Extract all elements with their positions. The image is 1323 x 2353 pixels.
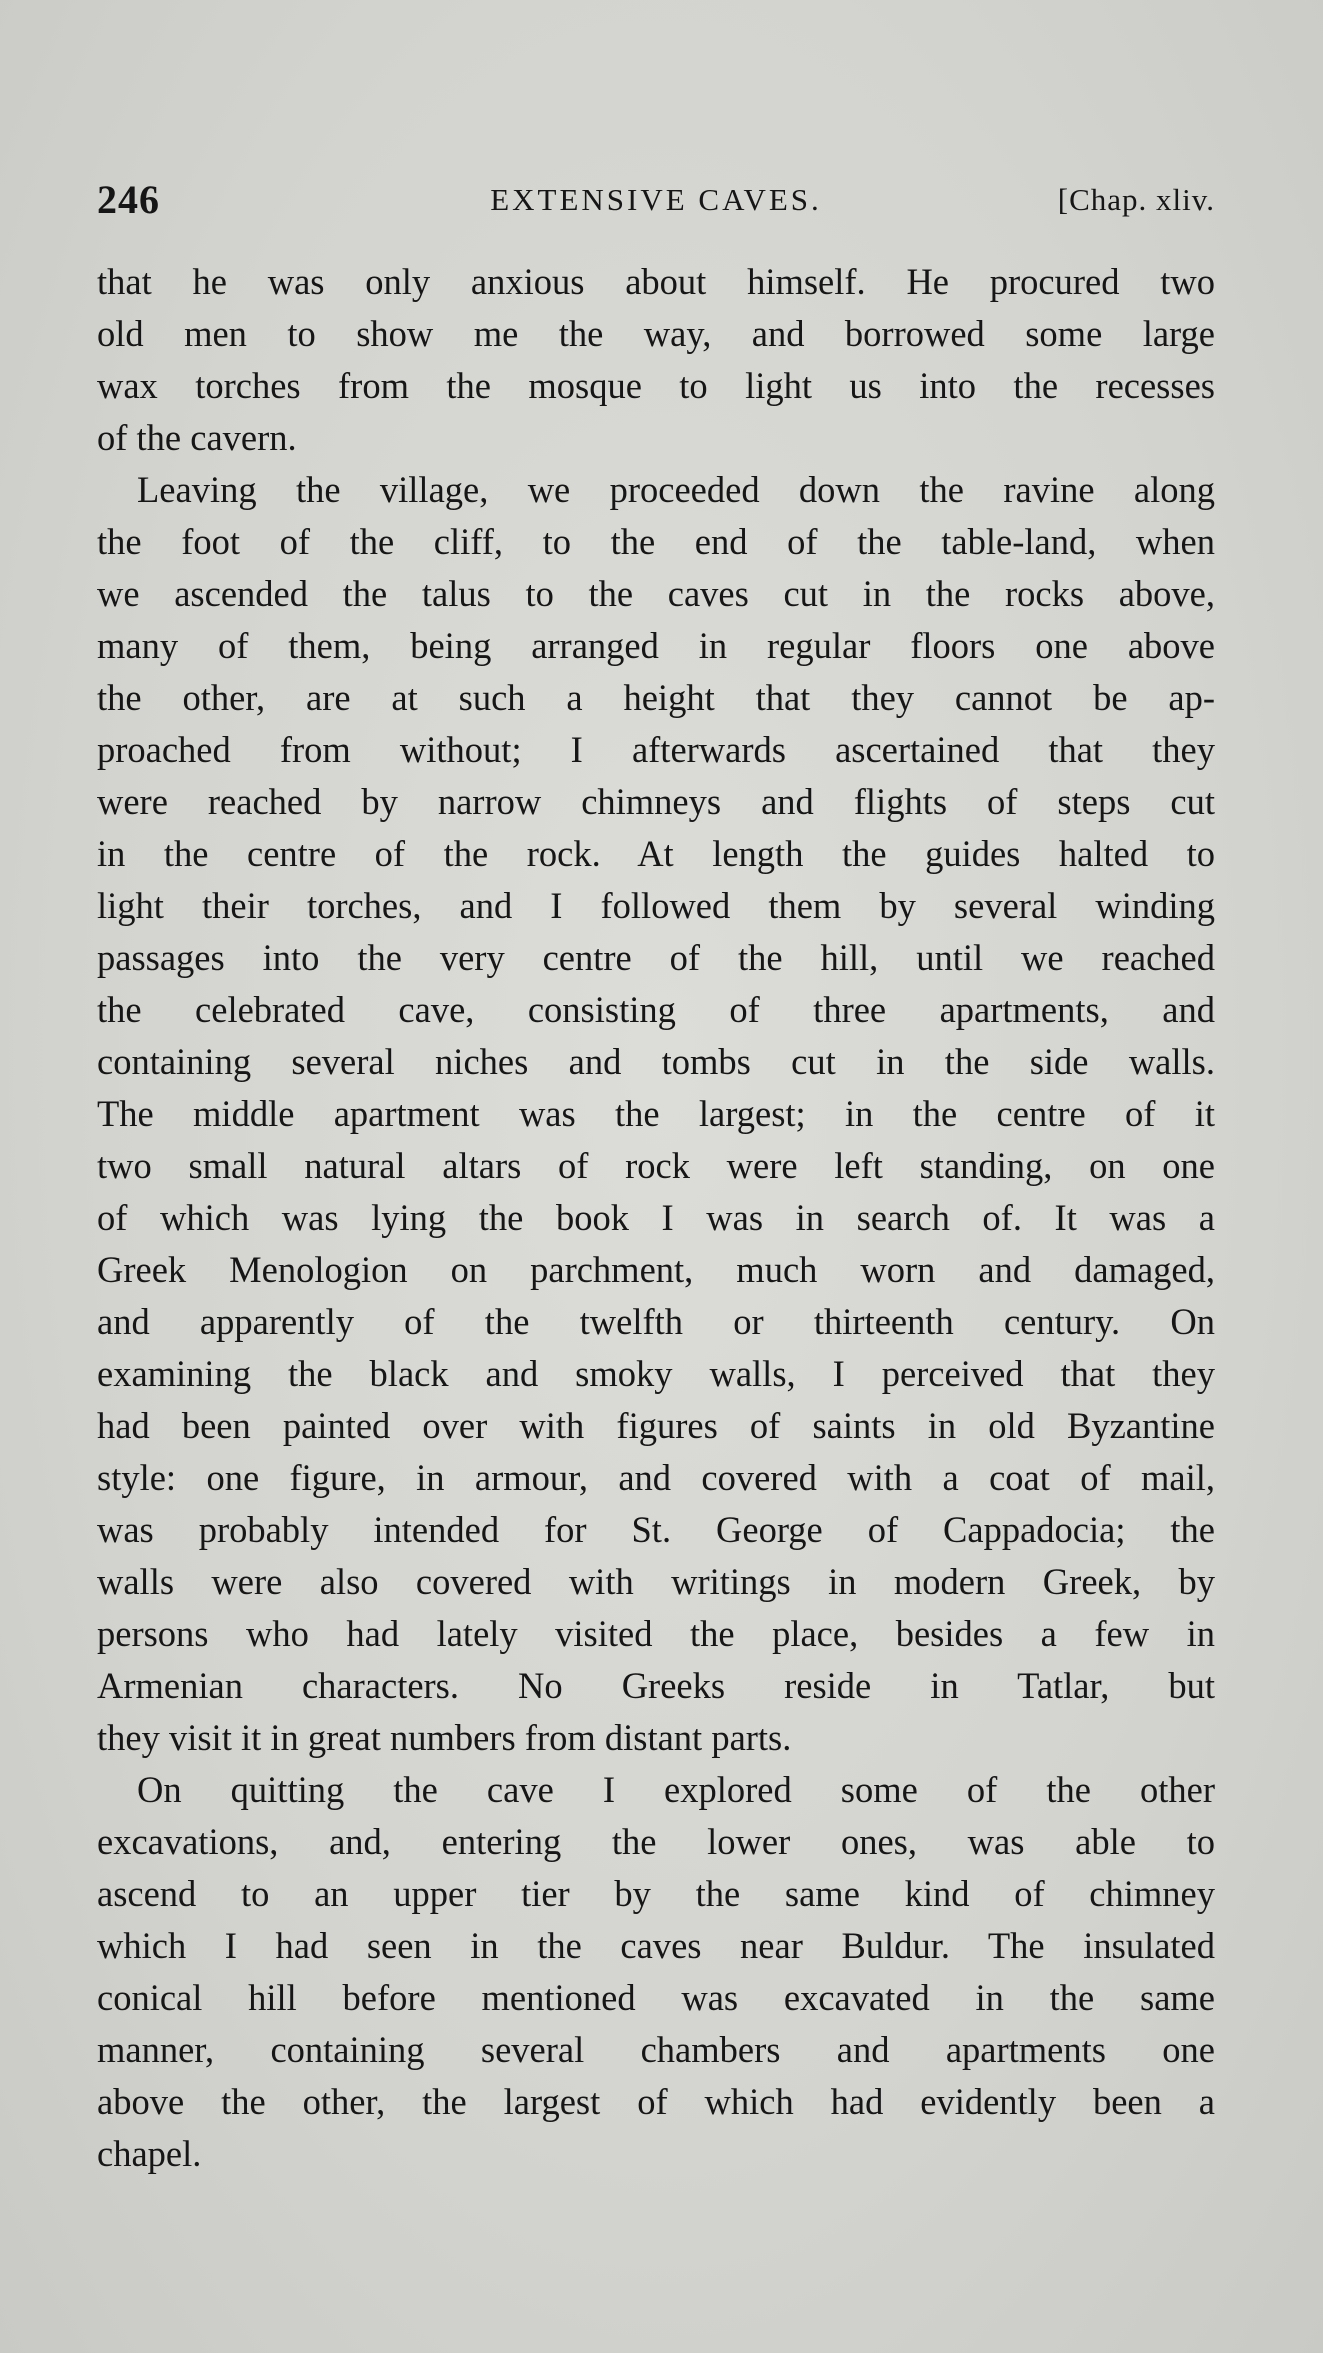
text-line: wax torches from the mosque to light us into the recesses [97,365,1215,406]
paragraph-1 [97,256,1215,464]
text-line: old men to show me the way, and borrowed some large [97,313,1215,354]
text-line: excavations, and, entering the lower ones, was able to [97,1821,1215,1862]
text-line: walls were also covered with writings in modern Greek, by [97,1561,1215,1602]
text-line: chapel. [97,2133,202,2174]
page-number: 246 [97,177,160,222]
text-line: of which was lying the book I was in search of. It was a [97,1197,1215,1238]
text-line: Armenian characters. No Greeks reside in Tatlar, but [97,1665,1215,1706]
text-line: which I had seen in the caves near Buldur. The insulated [97,1925,1215,1966]
text-line: had been painted over with figures of saints in old Byzantine [97,1405,1215,1446]
chapter-reference: [Chap. xliv. [1057,182,1215,217]
text-line: containing several niches and tombs cut in the side walls. [97,1041,1215,1082]
text-line: persons who had lately visited the place, besides a few in [97,1613,1215,1654]
text-line: above the other, the largest of which had evidently been a [97,2081,1215,2122]
running-header [97,170,1215,230]
text-line: the celebrated cave, consisting of three apartments, and [97,989,1215,1030]
text-line: that he was only anxious about himself. He procured two [97,261,1215,302]
paragraph-2 [97,464,1215,1764]
text-line: Greek Menologion on parchment, much worn and damaged, [97,1249,1215,1290]
text-line: On quitting the cave I explored some of the other [137,1769,1215,1810]
text-line: was probably intended for St. George of Cappadocia; the [97,1509,1215,1550]
text-line: the foot of the cliff, to the end of the table-land, when [97,521,1215,562]
text-line: conical hill before mentioned was excavated in the same [97,1977,1215,2018]
text-line: they visit it in great numbers from distant parts. [97,1717,792,1758]
text-line: style: one figure, in armour, and covered with a coat of mail, [97,1457,1215,1498]
text-line: were reached by narrow chimneys and flights of steps cut [97,781,1215,822]
running-title: EXTENSIVE CAVES. [490,182,822,217]
text-line: in the centre of the rock. At length the guides halted to [97,833,1215,874]
text-line: proached from without; I afterwards ascertained that they [97,729,1215,770]
text-line: of the cavern. [97,417,297,458]
text-line: we ascended the talus to the caves cut in the rocks above, [97,573,1215,614]
text-line: passages into the very centre of the hill, until we reached [97,937,1215,978]
text-line: the other, are at such a height that they cannot be ap- [97,677,1215,718]
text-line: The middle apartment was the largest; in the centre of it [97,1093,1215,1134]
text-line: examining the black and smoky walls, I perceived that they [97,1353,1215,1394]
text-line: many of them, being arranged in regular floors one above [97,625,1215,666]
text-line: and apparently of the twelfth or thirteenth century. On [97,1301,1215,1342]
body-text [97,256,1215,2180]
text-line: manner, containing several chambers and apartments one [97,2029,1215,2070]
paragraph-3 [97,1764,1215,2180]
text-line: ascend to an upper tier by the same kind of chimney [97,1873,1215,1914]
text-line: two small natural altars of rock were left standing, on one [97,1145,1215,1186]
text-line: Leaving the village, we proceeded down the ravine along [137,469,1215,510]
text-line: light their torches, and I followed them by several winding [97,885,1215,926]
